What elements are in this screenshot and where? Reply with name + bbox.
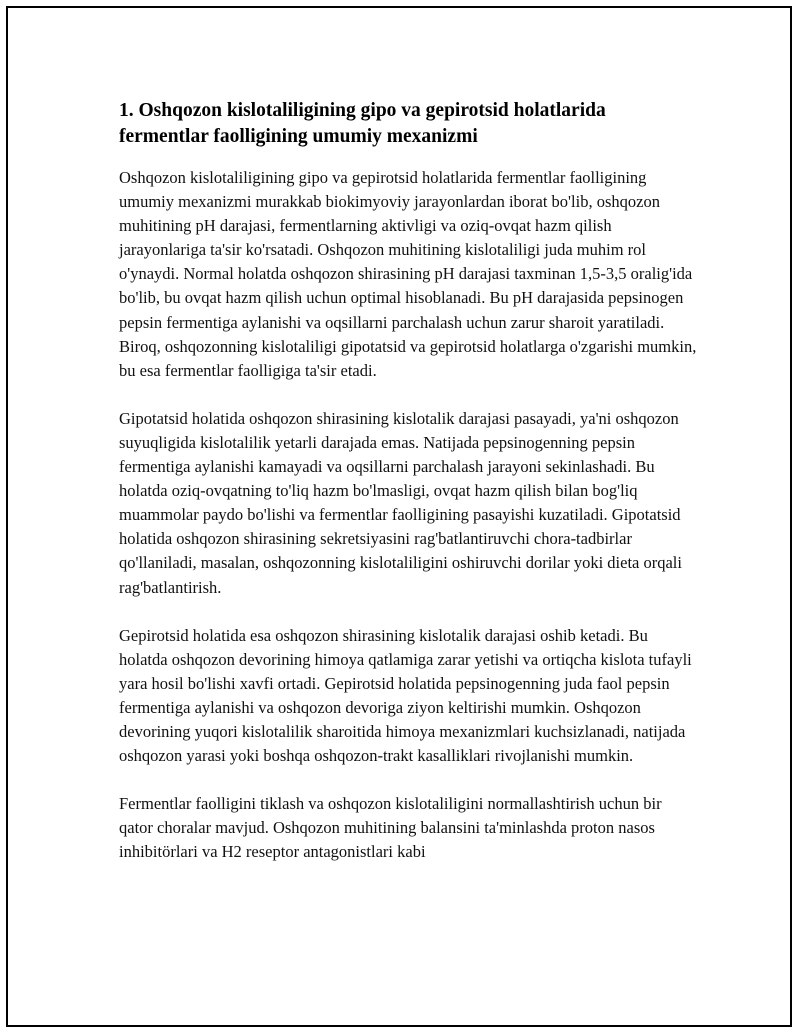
paragraph-1: Oshqozon kislotaliligining gipo va gepirotsid holatlarida fermentlar faolligining umumiy mexanizmi murakkab biokimyoviy jarayonlardan iborat bo'lib, oshqozon muhitining pH darajasi, fermentlarning aktivligi va oziq-ovqat hazm qilish jarayonlariga ta'sir ko'rsatadi. Oshqozon muhitining kislotaliligi juda muhim rol o'ynaydi. Normal holatda oshqozon shirasining pH darajasi taxminan 1,5-3,5 oralig'ida bo'lib, bu ovqat hazm qilish uchun optimal hisoblanadi. Bu pH darajasida pepsinogen pepsin fermentiga aylanishi va oqsillarni parchalash uchun zarur sharoit yaratiladi. Biroq, oshqozonning kislotaliligi gipotatsid va gepirotsid holatlarga o'zgarishi mumkin, bu esa fermentlar faolligiga ta'sir etadi. <box>119 168 697 380</box>
document-body <box>119 98 699 888</box>
page-frame <box>6 6 792 1027</box>
paragraph-4: Fermentlar faolligini tiklash va oshqozon kislotaliligini normallashtirish uchun bir qator choralar mavjud. Oshqozon muhitining balansini ta'minlashda proton nasos inhibitörlari va H2 reseptor antagonistlari kabi <box>119 794 662 862</box>
section-heading: 1. Oshqozon kislotaliligining gipo va gepirotsid holatlarida fermentlar faolligining umumiy mexanizmi <box>119 100 606 147</box>
paragraph-3: Gepirotsid holatida esa oshqozon shirasining kislotalik darajasi oshib ketadi. Bu holatda oshqozon devorining himoya qatlamiga zarar yetishi va ortiqcha kislota tufayli yara hosil bo'lishi xavfi ortadi. Gepirotsid holatida pepsinogenning juda faol pepsin fermentiga aylanishi va oshqozon devoriga ziyon keltirishi mumkin. Oshqozon devorining yuqori kislotalilik sharoitida himoya mexanizmlari kuchsizlanadi, natijada oshqozon yarasi yoki boshqa oshqozon-trakt kasalliklari rivojlanishi mumkin. <box>119 625 692 766</box>
paragraph-2: Gipotatsid holatida oshqozon shirasining kislotalik darajasi pasayadi, ya'ni oshqozon suyuqligida kislotalilik yetarli darajada emas. Natijada pepsinogenning pepsin fermentiga aylanishi kamayadi va oqsillarni parchalash jarayoni sekinlashadi. Bu holatda oziq-ovqatning to'liq hazm bo'lmasligi, ovqat hazm qilish bilan bog'liq muammolar paydo bo'lishi va fermentlar faolligining pasayishi kuzatiladi. Gipotatsid holatida oshqozon shirasining sekretsiyasini rag'batlantiruvchi chora-tadbirlar qo'llaniladi, masalan, oshqozonning kislotaliligini oshiruvchi dorilar yoki dieta orqali rag'batlantirish. <box>119 408 682 597</box>
